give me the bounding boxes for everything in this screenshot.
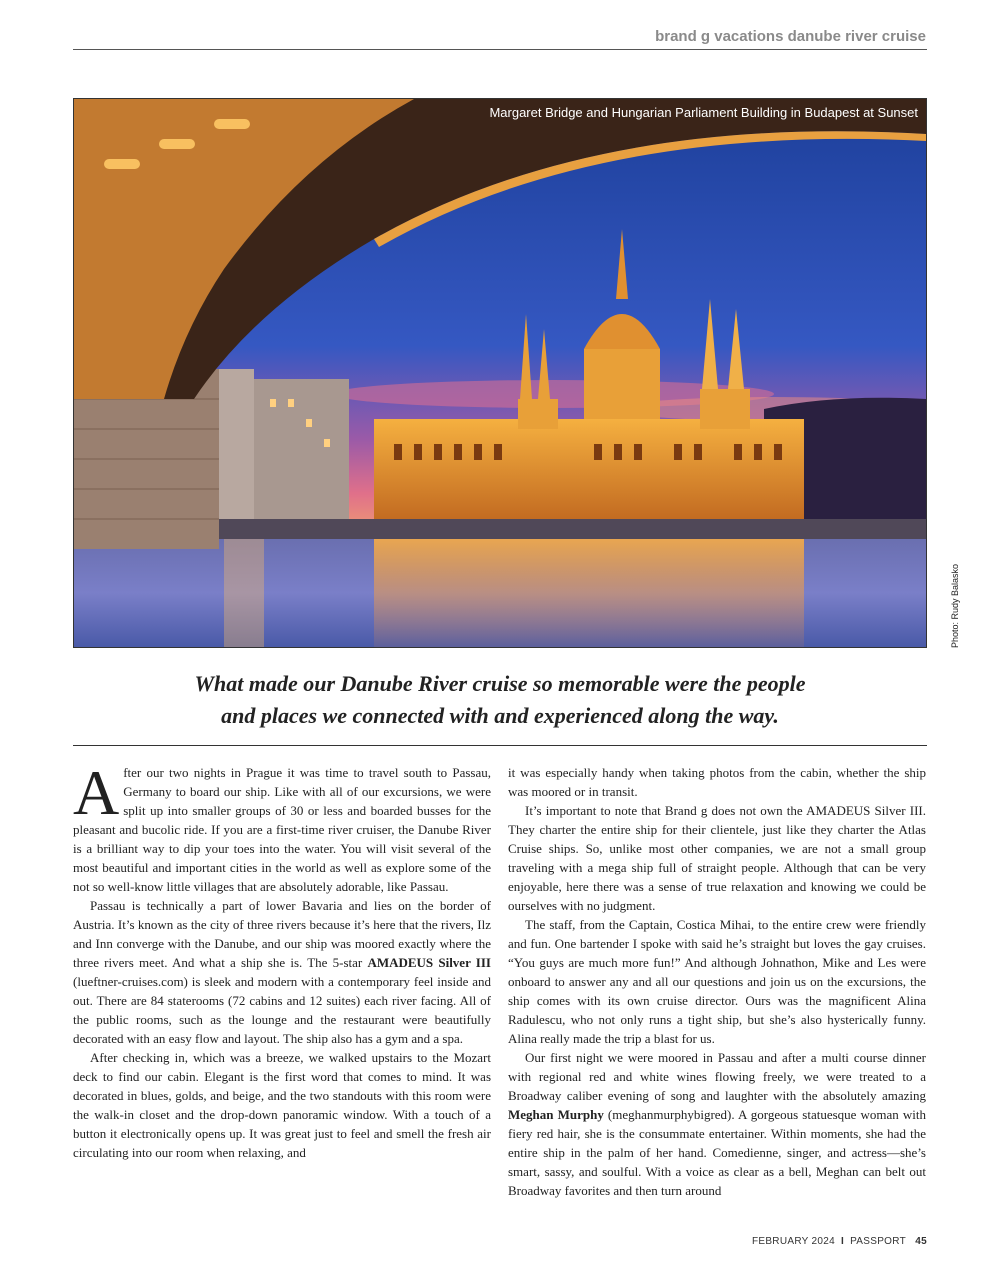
ship-name: AMADEUS Silver III — [367, 955, 491, 970]
feature-photo — [73, 98, 927, 648]
paragraph-text: Our first night we were moored in Passau and after a multi course dinner with regional red and white wines flowing freely, we were treated to a Broadway caliber evening of song and laughter with the absolutely amazing — [508, 1050, 926, 1103]
article-paragraph: The staff, from the Captain, Costica Mihai, to the entire crew were friendly and fun. One bartender I spoke with said he’s straight but loves the gay cruises. “You guys are much more fun!” And although Johnathon, Mike and Les were onboard to answer any and all our questions and join us on the excursions, the ship comes with its own cruise director. Ours was the magnificent Alina Radulescu, who not only runs a tight ship, but she’s also hysterically funny. Alina really made the trip a blast for us. — [508, 917, 926, 1046]
performer-name: Meghan Murphy — [508, 1107, 604, 1122]
paragraph-text: Passau is technically a part of lower Bavaria and lies on the border of Austria. It’s known as the city of three rivers because it’s here that the rivers, Ilz and Inn converge with the Danube, and our ship was moored exactly where the three rivers meet. And what a ship she is. The 5-star — [73, 898, 491, 970]
footer-date: FEBRUARY 2024 — [751, 1236, 835, 1247]
pull-quote — [73, 668, 927, 732]
article-column-right — [508, 763, 926, 1200]
page-footer — [752, 1236, 927, 1247]
budapest-parliament-illustration — [74, 99, 926, 647]
photo-credit: Photo: Rudy Balasko — [950, 563, 960, 648]
header-rule — [73, 49, 927, 50]
paragraph-text: (meghanmurphybigred). A gorgeous statuesque woman with fiery red hair, she is the consummate entertainer. Within moments, she had the entire ship in the palm of her hand. Comedienne, singer, and actress—she’s smart, sassy, and soulful. With a voice as clear as a bell, Meghan can belt out Broadway favorites and then turn around — [508, 1107, 926, 1198]
article-paragraph — [508, 1048, 926, 1200]
article-paragraph — [73, 896, 491, 1048]
footer-separator: I — [840, 1236, 845, 1247]
footer-magazine: PASSPORT — [850, 1236, 907, 1247]
drop-cap: A — [73, 757, 120, 828]
pull-quote-line-1: What made our Danube River cruise so memorable were the people — [194, 671, 806, 696]
running-header: brand g vacations danube river cruise — [655, 28, 926, 45]
photo-caption: Margaret Bridge and Hungarian Parliament Building in Budapest at Sunset — [489, 105, 918, 120]
pull-quote-line-2: and places we connected with and experienced along the way. — [221, 703, 779, 728]
paragraph-text: (lueftner-cruises.com) is sleek and modern with a contemporary feel inside and out. There are 84 staterooms (72 cabins and 12 suites) each river facing. All of the public rooms, such as the lounge and the restaurant were beautifully decorated with an easy flow and layout. The ship also has a gym and a spa. — [73, 974, 491, 1046]
article-column-left — [73, 757, 491, 1162]
article-paragraph: After checking in, which was a breeze, we walked upstairs to the Mozart deck to find our cabin. Elegant is the first word that comes to mind. It was decorated in blues, golds, and beige, and the two standouts with this room were the walk-in closet and the drop-down panoramic window. With a touch of a button it electronically opens up. It was great just to feel and smell the fresh air circulating into our room when relaxing, and — [73, 1050, 491, 1160]
article-paragraph: It’s important to note that Brand g does not own the AMADEUS Silver III. They charter the entire ship for their clientele, just like they charter the Atlas Cruise ships. So, unlike most other companies, we are not a small group traveling with a mega ship full of straight people. Although that can be very enjoyable, here there was a sense of true relaxation and knowing we could be ourselves with no judgment. — [508, 803, 926, 913]
article-paragraph — [73, 757, 491, 896]
page-number: 45 — [915, 1236, 927, 1247]
paragraph-text: fter our two nights in Prague it was time to travel south to Passau, Germany to board our ship. Like with all of our excursions, we were split up into smaller groups of 30 or less and boarded busses for the pleasant and bucolic ride. If you are a first-time river cruiser, the Danube River is a brilliant way to dip your toes into the water. You will visit several of the most beautiful and important cities in the world as well as explore some of the not so well-know little villages that are absolutely adorable, like Passau. — [73, 765, 491, 894]
article-paragraph: it was especially handy when taking photos from the cabin, whether the ship was moored or in transit. — [508, 765, 926, 799]
pull-quote-rule — [73, 745, 927, 746]
